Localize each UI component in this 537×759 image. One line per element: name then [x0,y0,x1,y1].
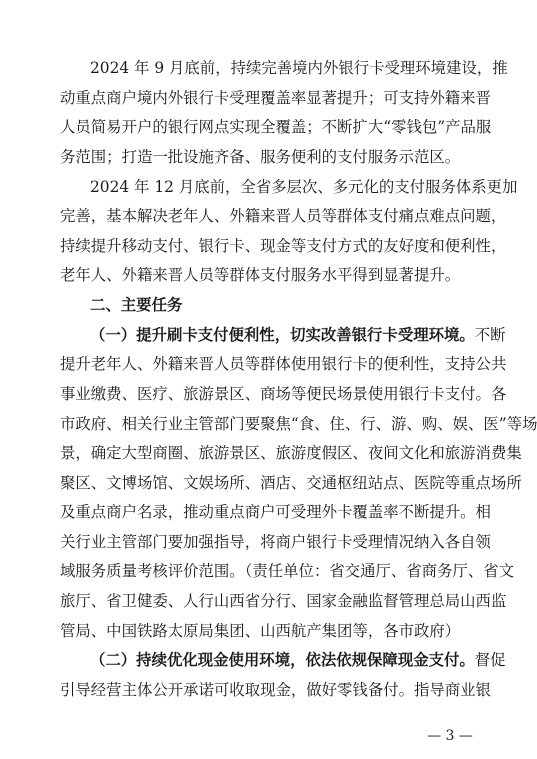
paragraph-3-line-2: 提升老年人、外籍来晋人员等群体使用银行卡的便利性，支持公共 [60,355,507,373]
paragraph-1-line-3: 人员简易开户的银行网点实现全覆盖；不断扩大“零钱包”产品服 [60,118,492,136]
paragraph-2-line-2: 完善，基本解决老年人、外籍来晋人员等群体支付痛点难点问题， [60,207,507,225]
paragraph-3-line-8: 关行业主管部门要加强指导，将商户银行卡受理情况纳入各自领 [60,533,491,551]
paragraph-4-lead-rest: 督促 [474,651,506,669]
paragraph-1-line-4: 务范围；打造一批设施齐备、服务便利的支付服务示范区。 [60,148,461,166]
paragraph-4-lead-bold: （二）持续优化现金使用环境，依法依规保障现金支付。 [90,651,475,669]
paragraph-3-line-7: 及重点商户名录，推动重点商户可受理外卡覆盖率不断提升。相 [60,503,491,521]
paragraph-3-line-9: 域服务质量考核评价范围。（责任单位：省交通厅、省商务厅、省文 [60,562,515,580]
paragraph-1-line-2: 动重点商户境内外银行卡受理覆盖率显著提升；可支持外籍来晋 [60,89,491,107]
paragraph-4-line-1 [90,649,506,671]
paragraph-3-line-10: 旅厅、省卫健委、人行山西省分行、国家金融监督管理总局山西监 [60,592,507,610]
paragraph-3-lead-bold: （一）提升刷卡支付便利性，切实改善银行卡受理环境。 [90,326,475,344]
paragraph-3-line-1 [90,324,506,346]
paragraph-2-line-3: 持续提升移动支付、银行卡、现金等支付方式的友好度和便利性， [60,237,507,255]
paragraph-2-line-4: 老年人、外籍来晋人员等群体支付服务水平得到显著提升。 [60,266,461,284]
paragraph-2-line-1: 2024 年 12 月底前，全省多层次、多元化的支付服务体系更加 [90,178,518,196]
paragraph-3-line-3: 事业缴费、医疗、旅游景区、商场等便民场景使用银行卡支付。各 [60,385,507,403]
paragraph-1-line-1: 2024 年 9 月底前，持续完善境内外银行卡受理环境建设，推 [90,59,508,77]
section-heading: 二、主要任务 [90,296,183,314]
paragraph-3-line-4: 市政府、相关行业主管部门要聚焦“食、住、行、游、购、娱、医”等场 [60,415,537,433]
paragraph-4-line-2: 引导经营主体公开承诺可收取现金，做好零钱备付。指导商业银 [60,681,491,699]
page-number: — 3 — [427,728,473,744]
paragraph-3-line-11: 管局、中国铁路太原局集团、山西航产集团等，各市政府） [60,622,461,640]
paragraph-3-line-5: 景，确定大型商圈、旅游景区、旅游度假区、夜间文化和旅游消费集 [60,444,522,462]
paragraph-3-lead-rest: 不断 [474,326,506,344]
paragraph-3-line-6: 聚区、文博场馆、文娱场所、酒店、交通枢纽站点、医院等重点场所 [60,474,522,492]
